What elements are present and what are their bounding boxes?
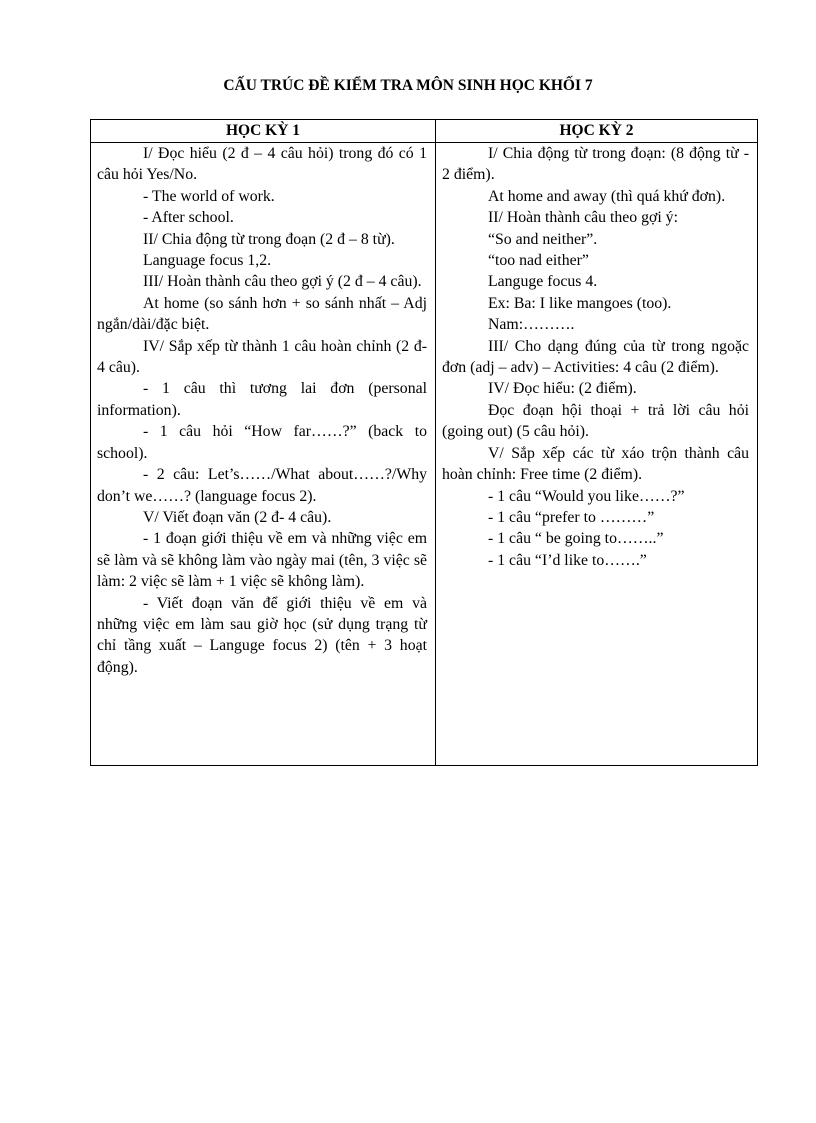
paragraph: - 1 câu “prefer to ………” (488, 508, 655, 526)
paragraph: “too nad either” (488, 252, 589, 270)
table-row (91, 143, 758, 766)
paragraph: I/ Đọc hiểu (2 đ – 4 câu hỏi) trong đó có 1 câu hỏi Yes/No. (97, 145, 427, 184)
paragraph: IV/ Sắp xếp từ thành 1 câu hoàn chỉnh (2 đ- 4 câu). (97, 337, 427, 377)
paragraph: IV/ Đọc hiểu: (2 điểm). (488, 380, 637, 398)
paragraph: At home and away (thì quá khứ đơn). (488, 187, 726, 205)
semester-2-cell (436, 143, 758, 766)
paragraph: I/ Chia động từ trong đoạn: (8 động từ - 2 điểm). (442, 145, 749, 184)
paragraph: “So and neither”. (488, 230, 598, 248)
document-title: CẤU TRÚC ĐỀ KIỂM TRA MÔN SINH HỌC KHỐI 7 (223, 77, 593, 94)
paragraph: - 2 câu: Let’s……/What about……?/Why don’t we……? (language focus 2). (97, 466, 427, 505)
paragraph: Nam:………. (488, 316, 575, 334)
paragraph: - After school. (143, 209, 234, 227)
exam-structure-table (90, 119, 758, 766)
paragraph: Ex: Ba: I like mangoes (too). (488, 294, 672, 312)
header-semester-2: HỌC KỲ 2 (436, 120, 758, 143)
semester-1-cell (91, 143, 436, 766)
paragraph: Đọc đoạn hội thoại + trả lời câu hỏi (going out) (5 câu hỏi). (442, 401, 749, 441)
paragraph: Language focus 1,2. (143, 252, 272, 270)
paragraph: - 1 câu “I’d like to…….” (488, 551, 647, 569)
paragraph: V/ Sắp xếp các từ xáo trộn thành câu hoàn chỉnh: Free time (2 điểm). (442, 444, 749, 484)
paragraph: - 1 câu “Would you like……?” (488, 487, 685, 505)
table-header-row (91, 120, 758, 143)
paragraph: At home (so sánh hơn + so sánh nhất – Adj ngắn/dài/đặc biệt. (97, 294, 427, 334)
paragraph: V/ Viết đoạn văn (2 đ- 4 câu). (143, 508, 332, 526)
paragraph: Languge focus 4. (488, 273, 598, 291)
paragraph: III/ Hoàn thành câu theo gợi ý (2 đ – 4 câu). (143, 273, 422, 291)
paragraph: II/ Chia động từ trong đoạn (2 đ – 8 từ). (143, 230, 395, 248)
paragraph: - Viết đoạn văn để giới thiệu về em và những việc em làm sau giờ học (sử dụng trạng từ chỉ tầng xuất – Languge focus 2) (tên + 3 hoạt động). (97, 594, 427, 676)
header-semester-1: HỌC KỲ 1 (91, 120, 436, 143)
paragraph: - 1 câu hỏi “How far……?” (back to school). (97, 423, 427, 462)
paragraph: - The world of work. (143, 187, 275, 205)
paragraph: - 1 câu “ be going to……..” (488, 530, 664, 548)
paragraph: II/ Hoàn thành câu theo gợi ý: (488, 209, 678, 227)
paragraph: - 1 đoạn giới thiệu về em và những việc em sẽ làm và sẽ không làm vào ngày mai (tên, 3 việc sẽ làm: 2 việc sẽ làm + 1 việc sẽ không làm). (97, 530, 427, 591)
paragraph: III/ Cho dạng đúng của từ trong ngoặc đơn (adj – adv) – Activities: 4 câu (2 điểm). (442, 337, 749, 377)
paragraph: - 1 câu thì tương lai đơn (personal information). (97, 380, 427, 419)
